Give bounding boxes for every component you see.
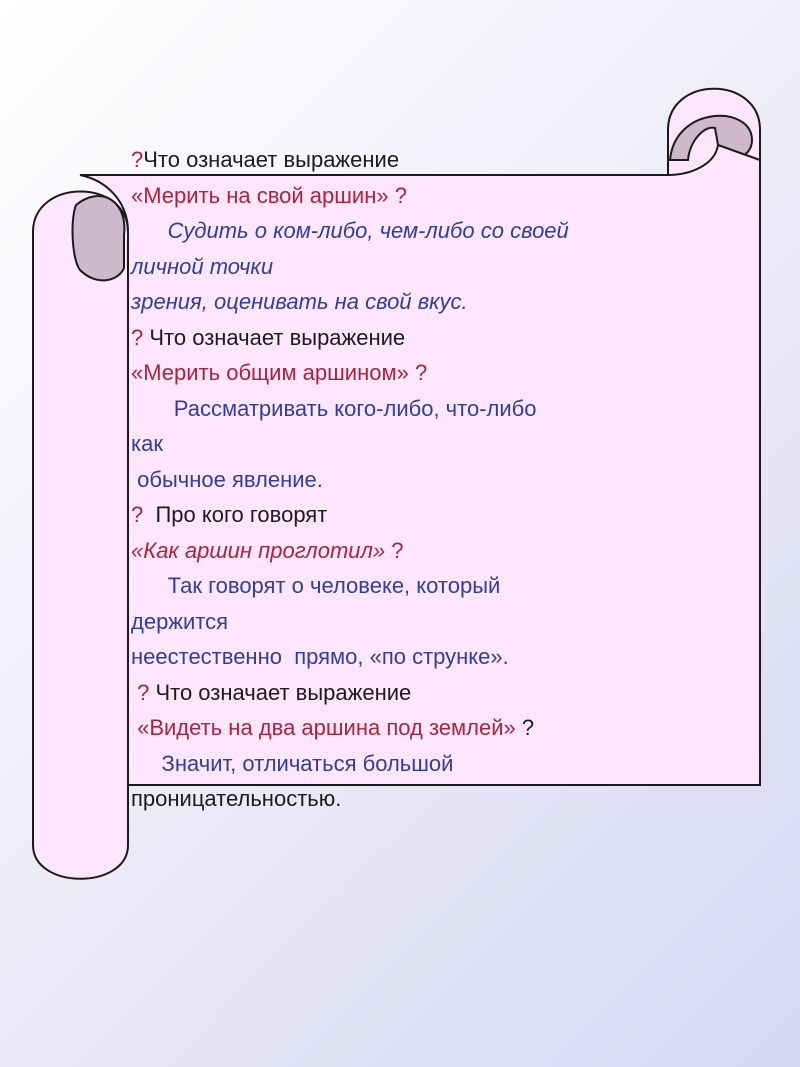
phrase-question-mark: ? <box>385 537 404 563</box>
answer-1-line-3: зрения, оценивать на свой вкус. <box>131 289 468 314</box>
question-3-line <box>131 497 731 533</box>
question-mark: ? <box>131 502 144 527</box>
answer-4-line-1: Значит, отличаться большой <box>131 750 454 776</box>
answer-3-line-3: неестественно прямо, «по струнке». <box>131 644 509 669</box>
question-1-line <box>131 142 731 178</box>
question-mark: ? <box>131 147 144 172</box>
answer-2-line-1: Рассматривать кого-либо, что-либо <box>131 395 537 421</box>
question-intro: Что означает выражение <box>143 147 400 172</box>
question-intro: Что означает выражение <box>149 679 412 705</box>
phrase-text: «Мерить общим аршином» <box>131 360 409 385</box>
phrase-text: «Мерить на свой аршин» <box>131 182 389 208</box>
answer-3-line-2: держится <box>131 608 229 634</box>
phrase-text: «Видеть на два аршина под землей» <box>131 715 516 740</box>
scroll-left-curl <box>73 196 125 280</box>
question-intro: Что означает выражение <box>143 324 406 350</box>
phrase-1-line <box>131 178 731 214</box>
question-2-line <box>131 320 731 356</box>
phrase-question-mark: ? <box>388 182 407 208</box>
phrase-question-mark: ? <box>408 360 428 385</box>
phrase-question-mark: ? <box>515 715 535 740</box>
answer-2-line-2: как <box>131 431 163 456</box>
phrase-text: «Как аршин проглотил» <box>131 537 386 563</box>
answer-4-line-2: проницательностью. <box>131 786 342 811</box>
scroll-left-roll <box>33 192 128 879</box>
question-4-line <box>131 675 731 711</box>
answer-2-line-3: обычное явление. <box>131 466 323 492</box>
answer-3-line-1: Так говорят о человеке, который <box>131 573 501 598</box>
question-mark: ? <box>131 324 144 350</box>
question-intro: Про кого говорят <box>143 502 328 527</box>
answer-1-line-2: личной точки <box>131 253 274 279</box>
question-mark: ? <box>131 679 150 705</box>
phrase-3-line <box>131 533 731 569</box>
answer-1-line-1: Судить о ком-либо, чем-либо со своей <box>131 218 569 243</box>
scroll-text <box>131 142 731 817</box>
phrase-2-line <box>131 355 731 391</box>
phrase-4-line <box>131 710 731 746</box>
